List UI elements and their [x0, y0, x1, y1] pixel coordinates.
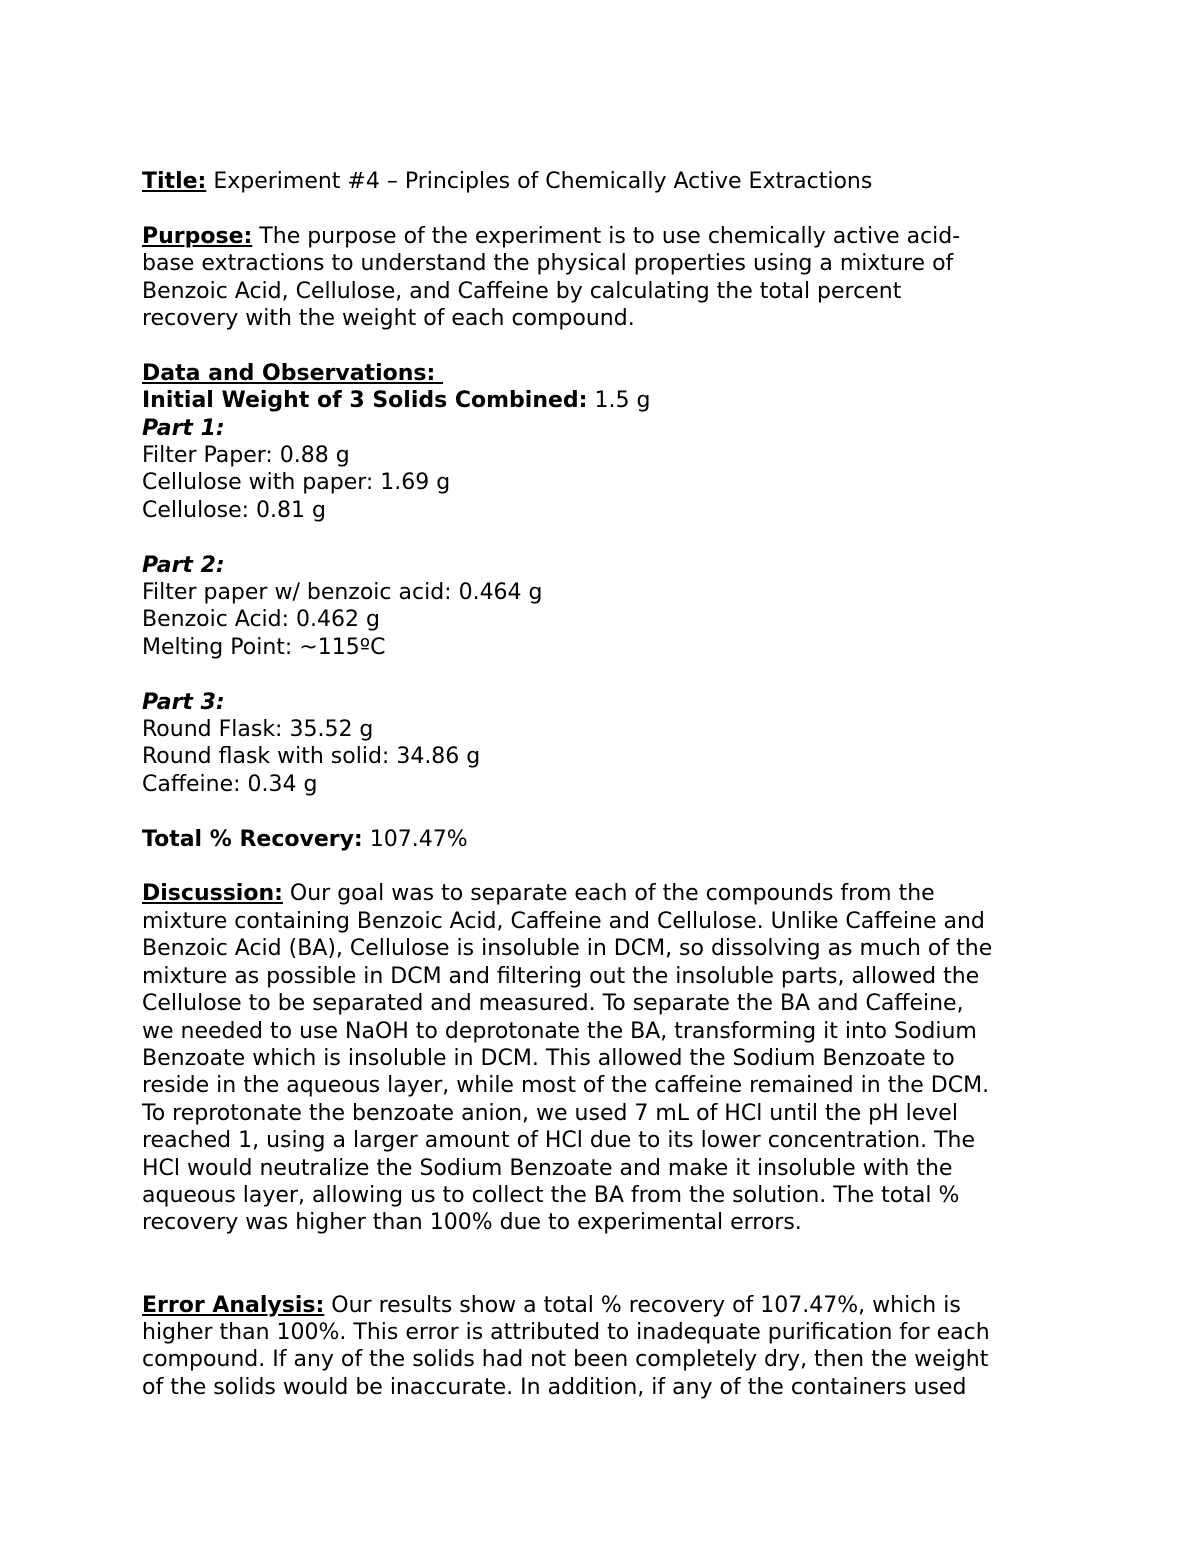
total-recovery-label: Total % Recovery: — [142, 826, 363, 852]
part3-item: Round flask with solid: 34.86 g — [142, 744, 481, 770]
spacer — [142, 524, 1072, 551]
discussion-text: Our goal was to separate each of the compounds from the — [282, 881, 935, 907]
data-section — [142, 360, 1072, 853]
discussion-line — [142, 880, 1072, 907]
error-analysis-line: compound. If any of the solids had not been completely dry, then the weight — [142, 1347, 989, 1373]
discussion-line: To reprotonate the benzoate anion, we used 7 mL of HCl until the pH level — [142, 1100, 958, 1126]
spacer — [142, 332, 1072, 359]
spacer — [142, 195, 1072, 222]
part3-item: Caffeine: 0.34 g — [142, 771, 318, 797]
discussion-line: reside in the aqueous layer, while most of the caffeine remained in the DCM. — [142, 1073, 990, 1099]
total-recovery-line — [142, 826, 1072, 853]
purpose-text: The purpose of the experiment is to use chemically active acid- — [252, 223, 961, 249]
error-analysis-text: Our results show a total % recovery of 107.47%, which is — [324, 1292, 961, 1318]
discussion-line: we needed to use NaOH to deprotonate the BA, transforming it into Sodium — [142, 1018, 977, 1044]
title-text: Experiment #4 – Principles of Chemically Active Extractions — [206, 169, 873, 194]
part2-item: Benzoic Acid: 0.462 g — [142, 607, 380, 633]
purpose-line: base extractions to understand the physical properties using a mixture of — [142, 251, 954, 277]
purpose-section — [142, 223, 1072, 333]
discussion-line: Cellulose to be separated and measured. To separate the BA and Caffeine, — [142, 991, 964, 1017]
error-analysis-label: Error Analysis: — [142, 1292, 325, 1318]
part3-item: Round Flask: 35.52 g — [142, 717, 374, 743]
purpose-line: recovery with the weight of each compound. — [142, 306, 635, 332]
total-recovery-value: 107.47% — [362, 826, 468, 852]
discussion-line: Benzoate which is insoluble in DCM. This allowed the Sodium Benzoate to — [142, 1045, 955, 1071]
discussion-label: Discussion: — [142, 881, 283, 907]
spacer — [142, 853, 1072, 880]
discussion-line: Benzoic Acid (BA), Cellulose is insoluble in DCM, so dissolving as much of the — [142, 936, 993, 962]
discussion-line: aqueous layer, allowing us to collect the BA from the solution. The total % — [142, 1182, 960, 1208]
part2-item: Filter paper w/ benzoic acid: 0.464 g — [142, 580, 543, 606]
discussion-line: mixture as possible in DCM and filtering out the insoluble parts, allowed the — [142, 963, 980, 989]
purpose-line — [142, 223, 1072, 250]
discussion-line: mixture containing Benzoic Acid, Caffeine and Cellulose. Unlike Caffeine and — [142, 908, 985, 934]
data-heading: Data and Observations: — [142, 360, 443, 386]
initial-weight-label: Initial Weight of 3 Solids Combined: — [142, 388, 588, 414]
initial-weight-value: 1.5 g — [587, 388, 651, 414]
initial-weight-line — [142, 387, 1072, 414]
purpose-line: Benzoic Acid, Cellulose, and Caffeine by calculating the total percent — [142, 278, 902, 304]
error-analysis-line — [142, 1292, 1072, 1319]
part2-item: Melting Point: ~115ºC — [142, 634, 386, 660]
error-analysis-section — [142, 1292, 1072, 1402]
spacer — [142, 1237, 1072, 1292]
part1-item: Cellulose: 0.81 g — [142, 497, 326, 523]
discussion-section — [142, 880, 1072, 1236]
purpose-label: Purpose: — [142, 223, 253, 249]
part1-item: Cellulose with paper: 1.69 g — [142, 470, 451, 496]
discussion-line: reached 1, using a larger amount of HCl due to its lower concentration. The — [142, 1128, 975, 1154]
document-page — [142, 168, 1072, 1401]
title-label: Title: — [142, 169, 207, 194]
part1-label: Part 1: — [142, 415, 225, 441]
error-analysis-line: of the solids would be inaccurate. In addition, if any of the containers used — [142, 1374, 967, 1400]
spacer — [142, 798, 1072, 825]
title-line — [142, 168, 1072, 195]
part2-label: Part 2: — [142, 552, 225, 578]
part3-label: Part 3: — [142, 689, 225, 715]
part1-item: Filter Paper: 0.88 g — [142, 443, 350, 469]
discussion-line: HCl would neutralize the Sodium Benzoate and make it insoluble with the — [142, 1155, 953, 1181]
spacer — [142, 661, 1072, 688]
discussion-line: recovery was higher than 100% due to experimental errors. — [142, 1210, 802, 1236]
error-analysis-line: higher than 100%. This error is attributed to inadequate purification for each — [142, 1319, 990, 1345]
